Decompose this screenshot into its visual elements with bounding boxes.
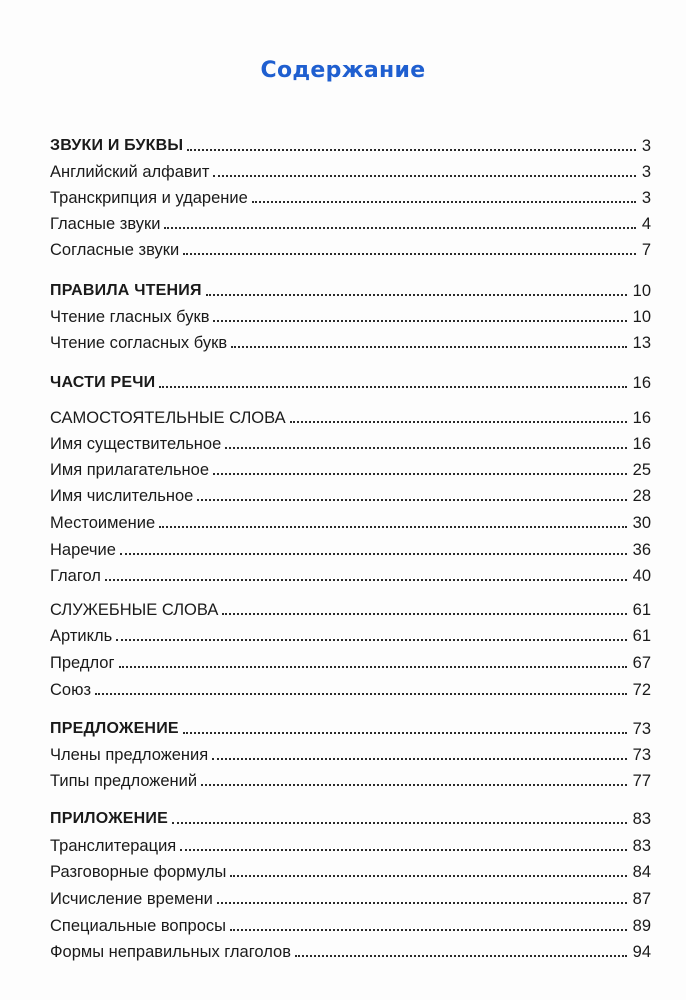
toc-entry-label: Предлог	[50, 654, 115, 672]
toc-entry[interactable]	[50, 856, 651, 882]
dot-leader	[172, 822, 627, 824]
toc-entry-label: Чтение гласных букв	[50, 308, 210, 326]
toc-entry[interactable]	[50, 594, 651, 620]
toc-entry[interactable]	[50, 480, 651, 506]
toc-entry[interactable]	[50, 182, 651, 208]
toc-entry-label: Местоимение	[50, 514, 156, 532]
dot-leader	[213, 473, 627, 475]
dot-leader	[231, 346, 627, 348]
toc-entry[interactable]	[50, 402, 651, 428]
dot-leader	[213, 320, 626, 322]
toc-entry[interactable]	[50, 130, 651, 156]
toc-entry-page: 73	[632, 746, 651, 764]
toc-entry-page: 30	[632, 514, 651, 532]
toc-entry-label: Глагол	[50, 567, 101, 585]
toc-entry-label: Артикль	[50, 627, 113, 645]
dot-leader	[119, 666, 627, 668]
dot-leader	[180, 849, 626, 851]
toc-entry-label: ПРЕДЛОЖЕНИЕ	[50, 720, 179, 737]
dot-leader	[225, 447, 626, 449]
toc-entry-label: СЛУЖЕБНЫЕ СЛОВА	[50, 601, 219, 619]
toc-entry[interactable]	[50, 275, 651, 301]
toc-entry-page: 16	[632, 409, 651, 427]
toc-entry-label: САМОСТОЯТЕЛЬНЫЕ СЛОВА	[50, 409, 286, 427]
dot-leader	[222, 613, 626, 615]
dot-leader	[187, 149, 636, 151]
toc-entry-page: 16	[632, 435, 651, 453]
toc-entry-page: 73	[632, 720, 651, 738]
dot-leader	[183, 732, 627, 734]
toc-entry[interactable]	[50, 428, 651, 454]
toc-entry-page: 83	[632, 837, 651, 855]
toc-entry[interactable]	[50, 674, 651, 700]
toc-entry-label: Союз	[50, 681, 92, 699]
dot-leader	[120, 553, 627, 555]
dot-leader	[159, 386, 626, 388]
toc-entry-label: Имя прилагательное	[50, 461, 210, 479]
toc-entry-page: 10	[632, 282, 651, 300]
toc-entry[interactable]	[50, 301, 651, 327]
dot-leader	[295, 955, 627, 957]
dot-leader	[230, 875, 626, 877]
toc-entry-label: Английский алфавит	[50, 163, 210, 181]
toc-entry-page: 61	[632, 601, 651, 619]
toc-entry[interactable]	[50, 739, 651, 765]
dot-leader	[290, 421, 627, 423]
toc-entry[interactable]	[50, 208, 651, 234]
toc-entry-page: 25	[632, 461, 651, 479]
dot-leader	[105, 579, 627, 581]
toc-entry-label: Имя числительное	[50, 487, 194, 505]
toc-entry-page: 36	[632, 541, 651, 559]
toc-entry-label: Разговорные формулы	[50, 863, 227, 881]
toc-entry-label: Гласные звуки	[50, 215, 161, 233]
toc-entry-label: Типы предложений	[50, 772, 198, 790]
toc-entry[interactable]	[50, 507, 651, 533]
toc-entry-label: ПРИЛОЖЕНИЕ	[50, 810, 168, 827]
toc-entry[interactable]	[50, 883, 651, 909]
dot-leader	[197, 499, 626, 501]
toc-entry-page: 94	[632, 943, 651, 961]
dot-leader	[217, 902, 627, 904]
dot-leader	[213, 175, 635, 177]
toc-entry-label: Формы неправильных глаголов	[50, 943, 291, 961]
toc-entry-label: Наречие	[50, 541, 116, 559]
toc-entry[interactable]	[50, 367, 651, 393]
toc-entry-label: Члены предложения	[50, 746, 209, 764]
toc-entry-label: ПРАВИЛА ЧТЕНИЯ	[50, 282, 202, 299]
toc-entry[interactable]	[50, 803, 651, 829]
toc-entry-page: 72	[632, 681, 651, 699]
dot-leader	[201, 784, 627, 786]
toc-entry-page: 10	[632, 308, 651, 326]
toc-entry-page: 87	[632, 890, 651, 908]
toc-entry[interactable]	[50, 830, 651, 856]
toc-entry-label: Специальные вопросы	[50, 917, 226, 935]
toc-entry[interactable]	[50, 620, 651, 646]
toc-entry-page: 61	[632, 627, 651, 645]
toc-entry[interactable]	[50, 765, 651, 791]
toc-entry-label: Согласные звуки	[50, 241, 180, 259]
toc-entry-page: 40	[632, 567, 651, 585]
toc-entry-page: 89	[632, 917, 651, 935]
toc-entry-page: 67	[632, 654, 651, 672]
toc-entry-page: 16	[632, 374, 651, 392]
toc-entry[interactable]	[50, 936, 651, 962]
toc-entry-label: Чтение согласных букв	[50, 334, 228, 352]
toc-entry-label: ЗВУКИ И БУКВЫ	[50, 137, 184, 154]
dot-leader	[164, 227, 635, 229]
toc-entry-page: 3	[641, 163, 651, 181]
toc-entry[interactable]	[50, 327, 651, 353]
toc-entry[interactable]	[50, 713, 651, 739]
toc-entry[interactable]	[50, 910, 651, 936]
toc-entry-page: 28	[632, 487, 651, 505]
dot-leader	[95, 693, 627, 695]
dot-leader	[212, 758, 626, 760]
page-title: Содержание	[260, 58, 426, 83]
toc-entry[interactable]	[50, 560, 651, 586]
toc-entry-page: 3	[641, 189, 651, 207]
toc-entry-page: 7	[641, 241, 651, 259]
toc-entry-page: 4	[641, 215, 651, 233]
dot-leader	[252, 201, 636, 203]
dot-leader	[116, 639, 626, 641]
toc-entry[interactable]	[50, 647, 651, 673]
toc-entry[interactable]	[50, 156, 651, 182]
toc-entry[interactable]	[50, 534, 651, 560]
dot-leader	[230, 929, 627, 931]
toc-entry-page: 77	[632, 772, 651, 790]
toc-entry-label: Транслитерация	[50, 837, 177, 855]
toc-entry-page: 3	[641, 137, 651, 155]
toc-entry[interactable]	[50, 234, 651, 260]
toc-entry-label: Транскрипция и ударение	[50, 189, 248, 207]
toc-entry-label: Исчисление времени	[50, 890, 213, 908]
dot-leader	[159, 526, 626, 528]
toc-entry-page: 83	[632, 810, 651, 828]
toc-entry-label: ЧАСТИ РЕЧИ	[50, 374, 156, 391]
dot-leader	[183, 253, 636, 255]
dot-leader	[206, 294, 627, 296]
toc-entry-label: Имя существительное	[50, 435, 222, 453]
toc-entry-page: 13	[632, 334, 651, 352]
toc-entry-page: 84	[632, 863, 651, 881]
toc-entry[interactable]	[50, 454, 651, 480]
